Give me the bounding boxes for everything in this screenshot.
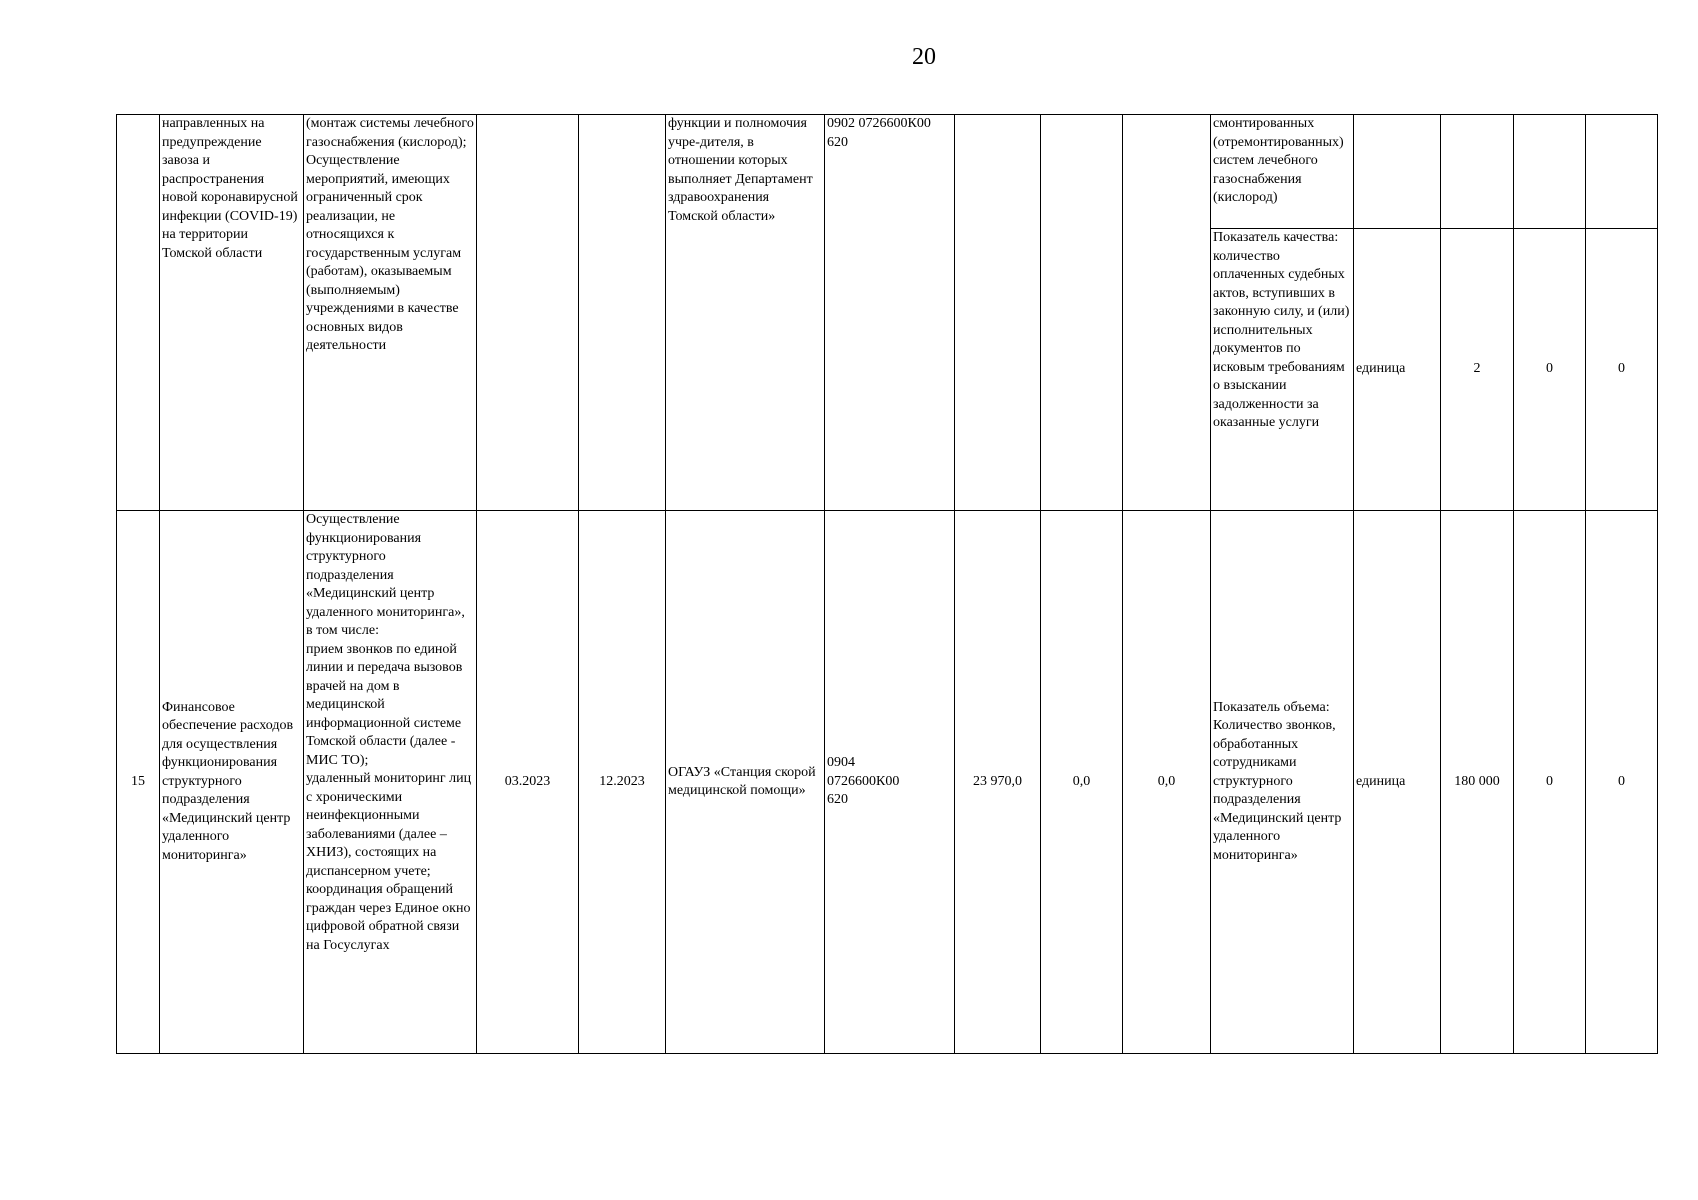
cell-executor: ОГАУЗ «Станция скорой медицинской помощи» <box>666 511 825 1054</box>
cell-start-date <box>477 115 579 511</box>
cell-unit: единица <box>1354 511 1441 1054</box>
cell-amount-3: 0,0 <box>1123 511 1211 1054</box>
cell-value-3 <box>1586 115 1658 229</box>
cell-measure-name: Финансовое обеспечение расходов для осуществления функционирования структурного подразделения «Медицинский центр удаленного мониторинга» <box>160 511 304 1054</box>
measures-table <box>116 114 1658 1054</box>
table-row <box>117 115 1658 229</box>
cell-measure-name: направленных на предупреждение завоза и распространения новой коронавирусной инфекции (COVID-19) на территории Томской области <box>160 115 304 511</box>
cell-start-date: 03.2023 <box>477 511 579 1054</box>
cell-value-3: 0 <box>1586 229 1658 511</box>
cell-row-number: 15 <box>117 511 160 1054</box>
cell-value-1 <box>1441 115 1514 229</box>
cell-value-1: 180 000 <box>1441 511 1514 1054</box>
cell-indicator: смонтированных (отремонтированных) систем лечебного газоснабжения (кислород) <box>1211 115 1354 229</box>
cell-end-date: 12.2023 <box>579 511 666 1054</box>
cell-budget-code: 0904 0726600К00 620 <box>825 511 955 1054</box>
cell-indicator: Показатель объема: Количество звонков, обработанных сотрудниками структурного подразделения «Медицинский центр удаленного мониторинга» <box>1211 511 1354 1054</box>
cell-activity: (монтаж системы лечебного газоснабжения (кислород); Осуществление мероприятий, имеющих ограниченный срок реализации, не относящихся к государственным услугам (работам), оказываемым (выполняемым) учреждениями в качестве основных видов деятельности <box>304 115 477 511</box>
cell-row-number <box>117 115 160 511</box>
cell-value-1: 2 <box>1441 229 1514 511</box>
cell-activity: Осуществление функционирования структурного подразделения «Медицинский центр удаленного мониторинга», в том числе: прием звонков по единой линии и передача вызовов врачей на дом в медицинской информационной системе Томской области (далее - МИС ТО); удаленный мониторинг лиц с хроническими неинфекционными заболеваниями (далее – ХНИЗ), состоящих на диспансерном учете; координация обращений граждан через Единое окно цифровой обратной связи на Госуслугах <box>304 511 477 1054</box>
cell-unit: единица <box>1354 229 1441 511</box>
cell-budget-code: 0902 0726600К00 620 <box>825 115 955 511</box>
cell-value-2: 0 <box>1514 511 1586 1054</box>
cell-value-2: 0 <box>1514 229 1586 511</box>
cell-value-3: 0 <box>1586 511 1658 1054</box>
cell-amount: 23 970,0 <box>955 511 1041 1054</box>
cell-amount-2: 0,0 <box>1041 511 1123 1054</box>
cell-end-date <box>579 115 666 511</box>
cell-value-2 <box>1514 115 1586 229</box>
page-number: 20 <box>912 44 936 70</box>
cell-amount-3 <box>1123 115 1211 511</box>
cell-amount <box>955 115 1041 511</box>
cell-indicator: Показатель качества: количество оплаченных судебных актов, вступивших в законную силу, и (или) исполнительных документов по исковым требованиям о взыскании задолженности за оказанные услуги <box>1211 229 1354 511</box>
cell-amount-2 <box>1041 115 1123 511</box>
table-row <box>117 511 1658 1054</box>
cell-executor: функции и полномочия учре-дителя, в отношении которых выполняет Департамент здравоохранения Томской области» <box>666 115 825 511</box>
cell-unit <box>1354 115 1441 229</box>
